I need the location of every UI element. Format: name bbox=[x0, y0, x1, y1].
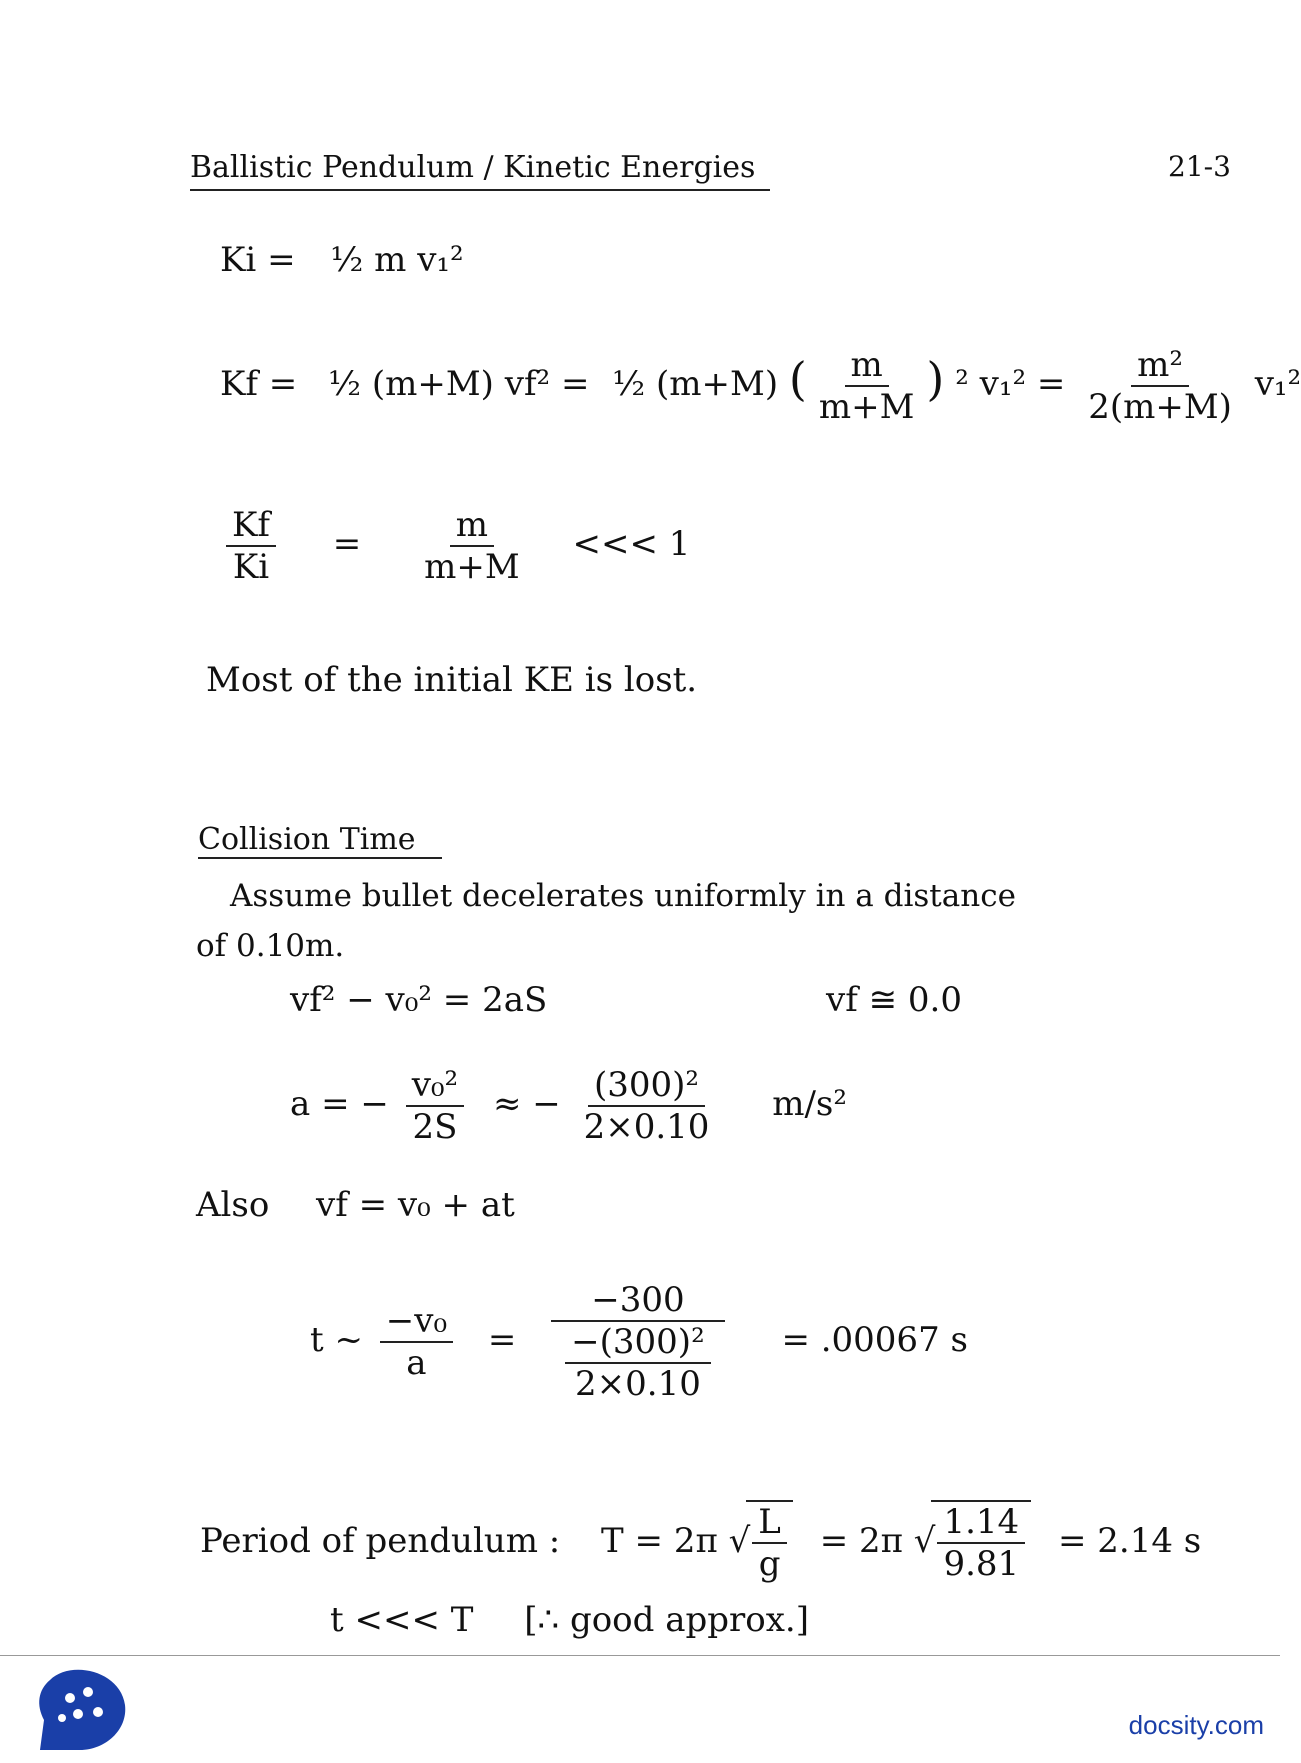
ratio-equation bbox=[220, 505, 690, 587]
conclusion-text: Most of the initial KE is lost. bbox=[206, 660, 698, 700]
section-heading: Collision Time bbox=[198, 822, 442, 859]
footer-divider bbox=[0, 1655, 1280, 1656]
acceleration-unit: m/s² bbox=[772, 1084, 847, 1124]
kf-equation: Kf = ½ (m+M) vf² = ½ (m+M) ( $\frac{m}{m+M}$ ) ² v₁² = $\frac{\text{m²}}{2(m+M)}$ v₁² bbox=[220, 345, 1301, 427]
kinematics-eq1: vf² − v₀² = 2aS bbox=[290, 980, 548, 1020]
docsity-logo-icon[interactable] bbox=[30, 1660, 134, 1754]
kf-part2: ½ (m+M) bbox=[612, 364, 779, 404]
ki-rhs: ½ m v₁² bbox=[330, 240, 464, 280]
period-result: = 2.14 s bbox=[1057, 1521, 1202, 1561]
assume-line-1: Assume bullet decelerates uniformly in a distance bbox=[230, 878, 1016, 914]
assume-line-2: of 0.10m. bbox=[196, 928, 345, 964]
page-number: 21-3 bbox=[1168, 150, 1231, 183]
ratio-rhs-fraction: $\frac{m}{m+M}$ bbox=[424, 505, 520, 587]
acceleration-equation: a = − $\frac{\text{v₀²}}{2S}$ ≈ − $\frac{\text{(300)²}}{2\times 0.10}$ m/s² bbox=[290, 1065, 847, 1147]
ratio-tail: <<< 1 bbox=[572, 524, 691, 564]
ratio-eq: = bbox=[332, 524, 362, 564]
kf-lhs: Kf = bbox=[220, 364, 298, 404]
kf-result-fraction: $\frac{\text{m²}}{2(m+M)}$ bbox=[1088, 345, 1232, 427]
kf-inner-fraction: $\frac{m}{m+M}$ bbox=[818, 345, 915, 427]
period-equation: Period of pendulum : T = 2π √ $\frac{L}{g}$ = 2π √ $\frac{1.14}{9.81}$ = 2.14 s bbox=[200, 1502, 1202, 1584]
ratio-fraction: $\frac{Kf}{Ki}$ bbox=[226, 505, 276, 587]
time-equation: t ~ $\frac{\text{−v₀}}{a}$ = $\frac{-300}{\frac{\text{−(300)²}}{2\times 0.10}}$ = .00067 s bbox=[310, 1280, 968, 1404]
kf-part3: ² v₁² = bbox=[955, 364, 1066, 404]
also-label: Also bbox=[196, 1185, 270, 1225]
kinematics-eq1-note: vf ≅ 0.0 bbox=[826, 980, 962, 1020]
kf-part1: ½ (m+M) vf² = bbox=[328, 364, 590, 404]
kinematics-eq2: vf = v₀ + at bbox=[316, 1185, 515, 1225]
page-title: Ballistic Pendulum / Kinetic Energies bbox=[190, 150, 770, 191]
kf-result-tail: v₁² bbox=[1254, 364, 1301, 404]
time-result: = .00067 s bbox=[781, 1320, 968, 1360]
ki-equation bbox=[220, 240, 464, 280]
period-label: Period of pendulum : bbox=[200, 1521, 561, 1561]
ki-lhs: Ki = bbox=[220, 240, 296, 280]
docsity-link[interactable]: docsity.com bbox=[1128, 1710, 1264, 1740]
comparison-line: t <<< T [∴ good approx.] bbox=[330, 1600, 809, 1640]
